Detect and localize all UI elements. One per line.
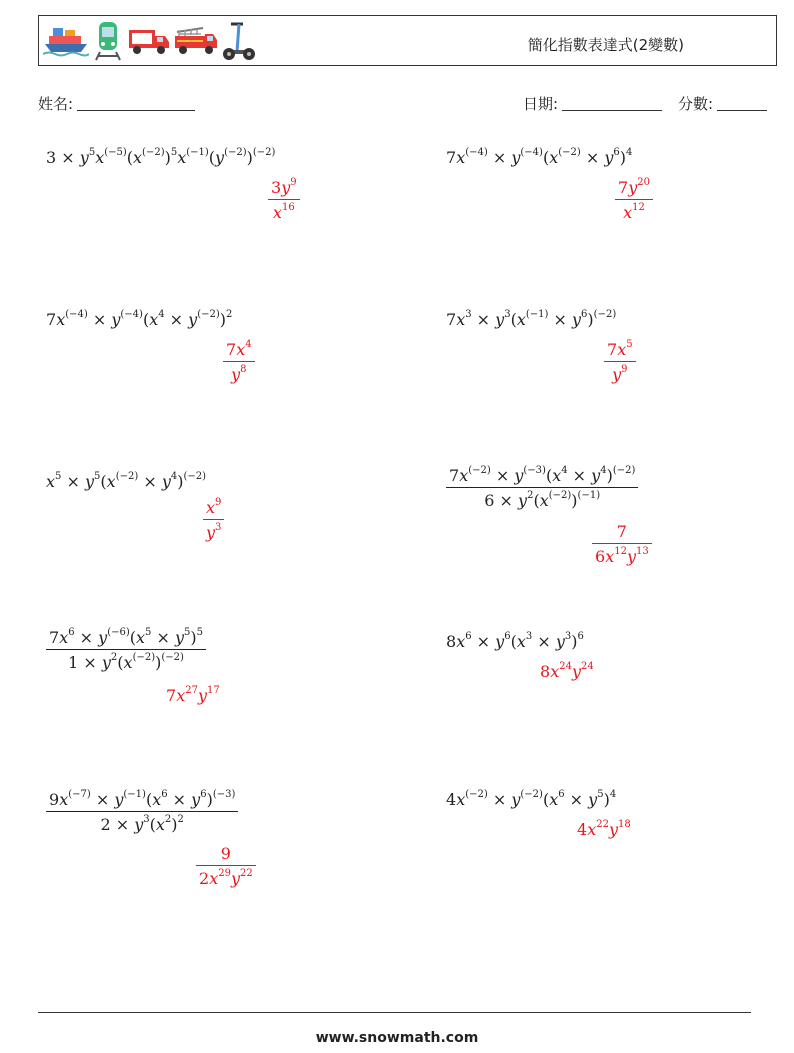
problem-9: $\frac{9x^{(-7)} \times y^{(-1)}(x^6 \times y^6)^{(-3)}}{2 \times y^3(x^2)^2}$	[46, 790, 238, 834]
answer-6: $\frac{7}{6x^{12}y^{13}}$	[592, 522, 652, 566]
problem-4: $7x^3 \times y^3(x^{(-1)} \times y^6)^{(-2)}$	[446, 309, 617, 329]
answer-2: $\frac{7y^{20}}{x^{12}}$	[615, 178, 653, 222]
fire-truck-icon	[173, 24, 219, 58]
name-label: 姓名:	[38, 95, 74, 113]
date-blank[interactable]	[562, 96, 662, 111]
answer-7: $7x^{27}y^{17}$	[166, 685, 220, 705]
header-icons	[43, 20, 257, 62]
score-blank[interactable]	[717, 96, 767, 111]
date-field[interactable]	[523, 93, 662, 114]
problem-8: $8x^6 \times y^6(x^3 \times y^3)^6$	[446, 631, 584, 651]
problem-2: $7x^{(-4)} \times y^{(-4)}(x^{(-2)} \times y^6)^4$	[446, 147, 633, 167]
date-label: 日期:	[523, 95, 559, 113]
answer-3: $\frac{7x^4}{y^8}$	[223, 340, 255, 384]
problem-7: $\frac{7x^6 \times y^{(-6)}(x^5 \times y^5)^5}{1 \times y^2(x^{(-2)})^{(-2)}}$	[46, 628, 206, 672]
tram-icon	[91, 20, 125, 62]
ship-icon	[43, 24, 89, 58]
answer-4: $\frac{7x^5}{y^9}$	[604, 340, 636, 384]
worksheet-header	[38, 15, 777, 66]
segway-icon	[221, 20, 257, 62]
truck-icon	[127, 24, 171, 58]
score-label: 分數:	[678, 95, 714, 113]
problem-5: $x^5 \times y^5(x^{(-2)} \times y^4)^{(-2)}$	[46, 471, 207, 491]
footer-divider	[38, 1012, 751, 1013]
name-blank[interactable]	[77, 96, 195, 111]
name-field[interactable]	[38, 93, 195, 114]
problem-10: $4x^{(-2)} \times y^{(-2)}(x^6 \times y^5)^4$	[446, 789, 617, 809]
answer-9: $\frac{9}{2x^{29}y^{22}}$	[196, 844, 256, 888]
answer-1: $\frac{3y^9}{x^{16}}$	[268, 178, 300, 222]
problem-6: $\frac{7x^{(-2)} \times y^{(-3)}(x^4 \times y^4)^{(-2)}}{6 \times y^2(x^{(-2)})^{(-1)}}$	[446, 466, 638, 510]
problem-3: $7x^{(-4)} \times y^{(-4)}(x^4 \times y^{(-2)})^2$	[46, 309, 233, 329]
answer-10: $4x^{22}y^{18}$	[577, 819, 631, 839]
answer-8: $8x^{24}y^{24}$	[540, 661, 594, 681]
problem-1: $3 \times y^5x^{(-5)}(x^{(-2)})^5x^{(-1)}(y^{(-2)})^{(-2)}$	[46, 147, 276, 167]
score-field[interactable]	[678, 93, 767, 114]
footer-url[interactable]: www.snowmath.com	[315, 1030, 479, 1046]
worksheet-title: 簡化指數表達式(2變數)	[527, 36, 684, 54]
answer-5: $\frac{x^9}{y^3}$	[203, 498, 224, 542]
